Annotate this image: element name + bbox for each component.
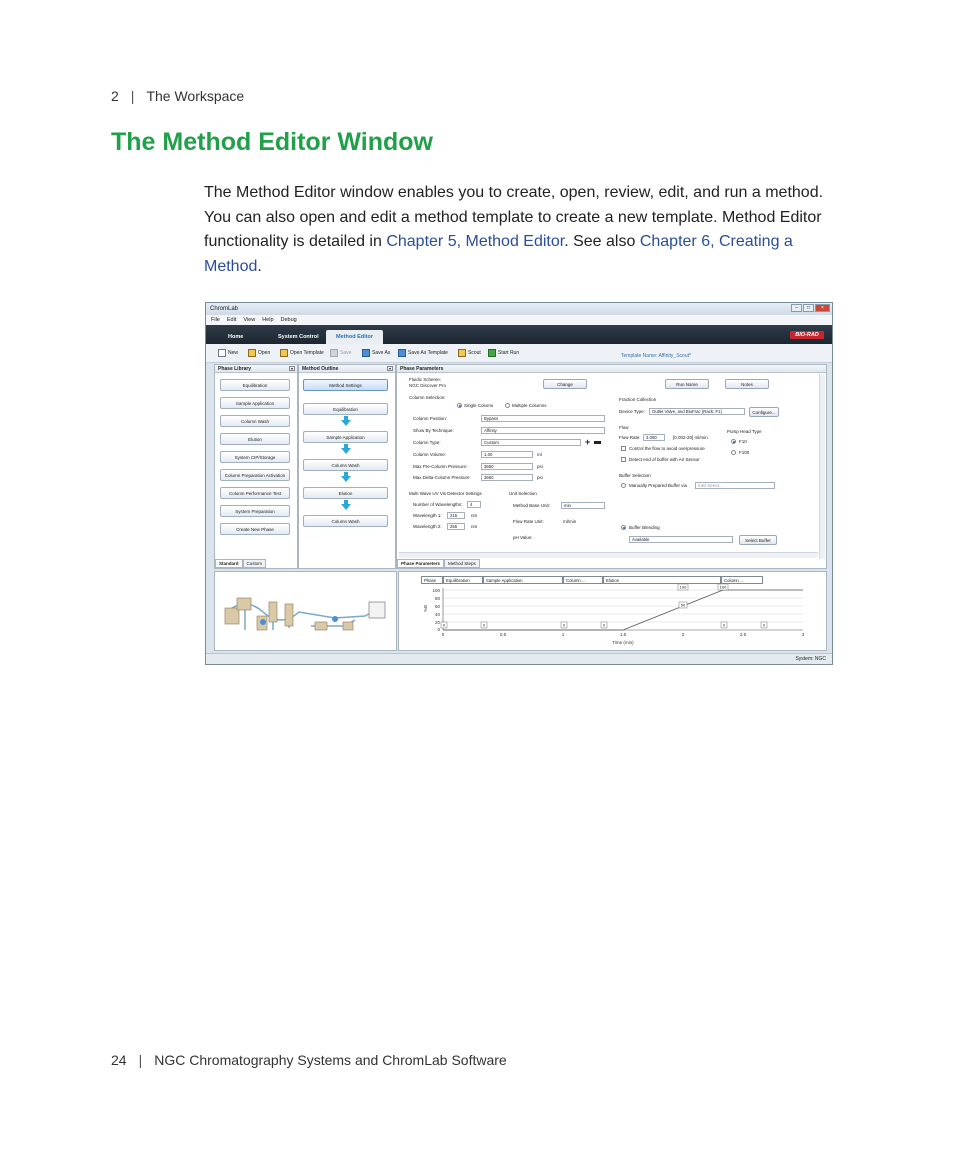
ytick: 40 [434,612,440,617]
nm-unit: nm [471,513,478,518]
flow-rate-unit-value: ml/min [563,519,577,524]
library-item[interactable]: Create New Phase [220,523,290,535]
gradient-line [443,590,803,630]
tab-home[interactable]: Home [228,334,244,340]
fluidic-diagram [214,571,397,651]
flow-rate-label: Flow Rate: [619,435,641,440]
wavelength-2-field[interactable]: 255 [447,523,465,530]
phase-cell[interactable]: Column ... [563,576,603,584]
chapter-6-link[interactable]: Chapter 6, Creating a Method [204,233,793,275]
play-icon [488,349,496,357]
phase-library-panel [214,364,298,569]
buffer-blending-label: Buffer Blending [629,525,660,530]
tab-method-steps[interactable]: Method Steps [444,559,480,568]
marker-label: 0 [562,622,566,628]
marker-label: 100 [719,584,727,590]
method-base-unit-label: Method Base Unit: [513,503,551,508]
menu-file[interactable]: File [211,317,220,323]
marker-label: 100 [679,584,687,590]
body-text-3: . [257,257,262,275]
f10-label: F10 [739,439,747,444]
ph-value-label: pH Value: [513,535,533,540]
bio-rad-logo: BIO-RAD [790,331,824,339]
library-item[interactable]: Column Preparation Activation [220,469,290,481]
page-title: The Method Editor Window [111,128,433,156]
xtick: 1.5 [619,632,627,637]
tab-method-editor[interactable]: Method Editor [326,330,383,344]
x-axis-label: Time (min) [612,640,634,645]
detect-end-checkbox[interactable] [621,457,626,462]
fluidic-scheme-label: Fluidic Scheme: [409,377,442,382]
marker-label: 0 [602,622,606,628]
body-text-2: . See also [564,233,640,250]
flow-rate-unit-label: Flow Rate Unit: [513,519,544,524]
xtick: 2 [681,632,685,637]
library-item[interactable]: Equilibration [220,379,290,391]
outline-item[interactable]: Elution [303,487,388,499]
psi-unit: psi [537,475,543,480]
arrow-down-icon [341,476,351,482]
xtick: 2.5 [739,632,747,637]
status-text: System: NGC [795,656,826,662]
body-text-1: The Method Editor window enables you to create, open, review, edit, and run a method. You can also open and edit a method template to create a new template. Method Editor functionality is detailed in [204,184,824,250]
maximize-icon[interactable]: □ [803,304,814,312]
phase-cell[interactable]: Equilibration [443,576,483,584]
column-position-select[interactable]: Bypass [481,415,605,422]
vertical-scrollbar[interactable] [819,374,825,559]
method-outline-panel [298,364,396,569]
ytick: 60 [434,604,440,609]
single-column-radio[interactable] [457,403,462,408]
f100-radio[interactable] [731,450,736,455]
column-type-select[interactable]: Custom [481,439,581,446]
template-icon [280,349,288,357]
arrow-down-icon [341,504,351,510]
menu-debug[interactable]: Debug [280,317,297,323]
change-button[interactable]: Change [543,379,587,389]
menu-help[interactable]: Help [262,317,274,323]
arrow-down-icon [341,420,351,426]
toolbar [206,344,832,363]
marker-label: 0 [482,622,486,628]
library-item[interactable]: System Preparation [220,505,290,517]
column-selection-label: Column Selection: [409,395,446,400]
flow-rate-range: [0.002-20] ml/min [673,435,708,440]
phase-cell[interactable]: Sample Application [483,576,563,584]
fluidic-scheme-value: NGC Discover Pro [409,383,447,388]
footer-title: NGC Chromatography Systems and ChromLab Software [154,1052,507,1068]
multiple-columns-label: Multiple Columns [512,403,547,408]
configure-button[interactable]: Configure... [749,407,779,417]
show-by-label: Show By Technique: [413,428,454,433]
nav-bar [206,325,832,344]
column-volume-label: Column Volume: [413,452,447,457]
add-icon[interactable]: + [585,437,591,447]
available-field[interactable]: Available [629,536,733,543]
footer [111,1052,507,1068]
outline-item[interactable]: Equilibration [303,403,388,415]
marker-label: 0 [722,622,726,628]
arrow-down-icon [341,448,351,454]
close-icon[interactable]: × [815,304,830,312]
phase-parameters-panel [396,364,827,569]
outline-item[interactable]: Column Wash [303,515,388,527]
flow-rate-field[interactable]: 3.000 [643,434,665,441]
xtick: 0 [441,632,445,637]
method-outline-header: Method Outline ▾ [299,365,395,373]
nm-unit: nm [471,524,478,529]
start-run-button[interactable]: Start Run [488,349,519,357]
pin-icon[interactable]: ▾ [388,366,391,371]
column-type-label: Column Type: [413,440,441,445]
save-button[interactable]: Save [330,349,351,357]
running-head [111,88,244,104]
phase-cell: Phase [421,576,443,584]
uv-detector-header: Multi Wave UV Vis Detector Settings [409,491,482,496]
wavelength-1-field[interactable]: 215 [447,512,465,519]
show-by-select[interactable]: Affinity [481,427,605,434]
running-head-separator: | [130,88,135,104]
phase-library-header: Phase Library ▾ [215,365,297,373]
status-bar [206,653,832,664]
new-button[interactable]: New [218,349,238,357]
manually-prepared-label: Manually Prepared Buffer via [629,483,687,488]
psi-unit: psi [537,464,543,469]
running-head-page: 2 [111,88,119,104]
body-paragraph [204,181,844,279]
app-title: ChromLab [210,306,239,312]
scout-button[interactable]: Scout [458,349,481,357]
y-axis-label: %B [423,604,428,612]
ytick: 80 [434,596,440,601]
ytick: 0 [437,627,440,632]
column-position-label: Column Position: [413,416,448,421]
notes-button[interactable]: Notes [725,379,769,389]
run-name-button[interactable]: Run Name [665,379,709,389]
xtick: 0.5 [499,632,507,637]
scout-icon [458,349,466,357]
column-volume-field[interactable]: 1.00 [481,451,533,458]
max-delta-column-pressure-field[interactable]: 3650 [481,474,533,481]
method-base-unit-select[interactable]: min [561,502,605,509]
unit-selection-header: Unit Selection [509,491,537,496]
control-flow-label: Control the flow to avoid overpressure [629,446,705,451]
tab-system-control[interactable]: System Control [278,334,319,340]
library-item[interactable]: Sample Application [220,397,290,409]
horizontal-scrollbar[interactable] [399,552,818,558]
phase-cell[interactable]: Elution [603,576,721,584]
footer-page: 24 [111,1052,127,1068]
minimize-icon[interactable]: – [791,304,802,312]
menu-view[interactable]: View [243,317,256,323]
device-type-label: Device Type: [619,409,645,414]
marker-label: 0 [442,622,446,628]
inlet-select[interactable]: Inlet Select... [695,482,775,489]
parameter-tabs [397,559,480,568]
phase-cell[interactable]: Column ... [721,576,763,584]
xtick: 3 [801,632,805,637]
outline-item[interactable]: Column Wash [303,459,388,471]
save-as-button[interactable]: Save As [362,349,390,357]
fluidic-scheme-icon [215,572,396,650]
f100-label: F100 [739,450,750,455]
ytick: 20 [434,620,440,625]
library-item[interactable]: System CIP/Storage [220,451,290,463]
open-template-button[interactable]: Open Template [280,349,324,357]
phase-parameters-header: Phase Parameters [397,365,826,373]
marker-label: 50 [680,602,686,608]
wavelength-2-label: Wavelength 2: [413,524,442,529]
save-template-icon [398,349,406,357]
library-tabs [215,559,266,568]
library-item[interactable]: Column Wash [220,415,290,427]
library-item[interactable]: Elution [220,433,290,445]
marker-label: 0 [762,622,766,628]
xtick: 1 [561,632,565,637]
pin-icon[interactable]: ▾ [290,366,293,371]
num-wavelengths-field[interactable]: 4 [467,501,481,508]
outline-item[interactable]: Sample Application [303,431,388,443]
save-as-icon [362,349,370,357]
outline-method-settings[interactable]: Method Settings [303,379,388,391]
window-controls [791,304,830,312]
open-button[interactable]: Open [248,349,270,357]
device-type-field[interactable]: Outlet Valve, and BioFrac (Rack: F1) [649,408,745,415]
num-wavelengths-label: Number of Wavelengths: [413,502,463,507]
wavelength-1-label: Wavelength 1: [413,513,442,518]
max-pre-column-pressure-label: Max Pre-Column Pressure: [413,464,468,469]
method-editor-screenshot [205,302,833,665]
chapter-5-link[interactable]: Chapter 5, Method Editor [386,233,565,250]
fraction-collection-header: Fraction Collection [619,397,657,402]
ytick: 100 [432,588,440,593]
folder-icon [248,349,256,357]
buffer-selection-header: Buffer Selection [619,473,651,478]
menu-edit[interactable]: Edit [226,317,237,323]
save-as-template-button[interactable]: Save As Template [398,349,448,357]
gradient-plot [399,572,826,650]
footer-separator: | [138,1052,143,1068]
tab-phase-parameters[interactable]: Phase Parameters [397,559,444,568]
window-titlebar [206,303,832,315]
control-flow-checkbox[interactable] [621,446,626,451]
running-head-section: The Workspace [146,88,245,104]
new-icon [218,349,226,357]
manually-prepared-radio[interactable] [621,483,626,488]
remove-icon[interactable] [594,441,601,444]
detect-end-label: Detect end of buffer with Air Sensor [629,457,700,462]
flow-header: Flow [619,425,629,430]
f10-radio[interactable] [731,439,736,444]
save-icon [330,349,338,357]
pump-head-type-label: Pump Head Type [727,429,762,434]
menu-bar [206,315,832,325]
max-delta-column-pressure-label: Max Delta-Column Pressure: [413,475,471,480]
tab-custom[interactable]: Custom [243,559,267,568]
gradient-graph [398,571,827,651]
tab-standard[interactable]: Standard [215,559,243,568]
multiple-columns-radio[interactable] [505,403,510,408]
library-item[interactable]: Column Performance Test [220,487,290,499]
single-column-label: Single Column [464,403,494,408]
template-name: Template Name: Affinity_Scout* [621,353,691,359]
max-pre-column-pressure-field[interactable]: 3650 [481,463,533,470]
select-buffer-button[interactable]: Select Buffer [739,535,777,545]
buffer-blending-radio[interactable] [621,525,626,530]
column-volume-unit: ml [537,452,542,457]
